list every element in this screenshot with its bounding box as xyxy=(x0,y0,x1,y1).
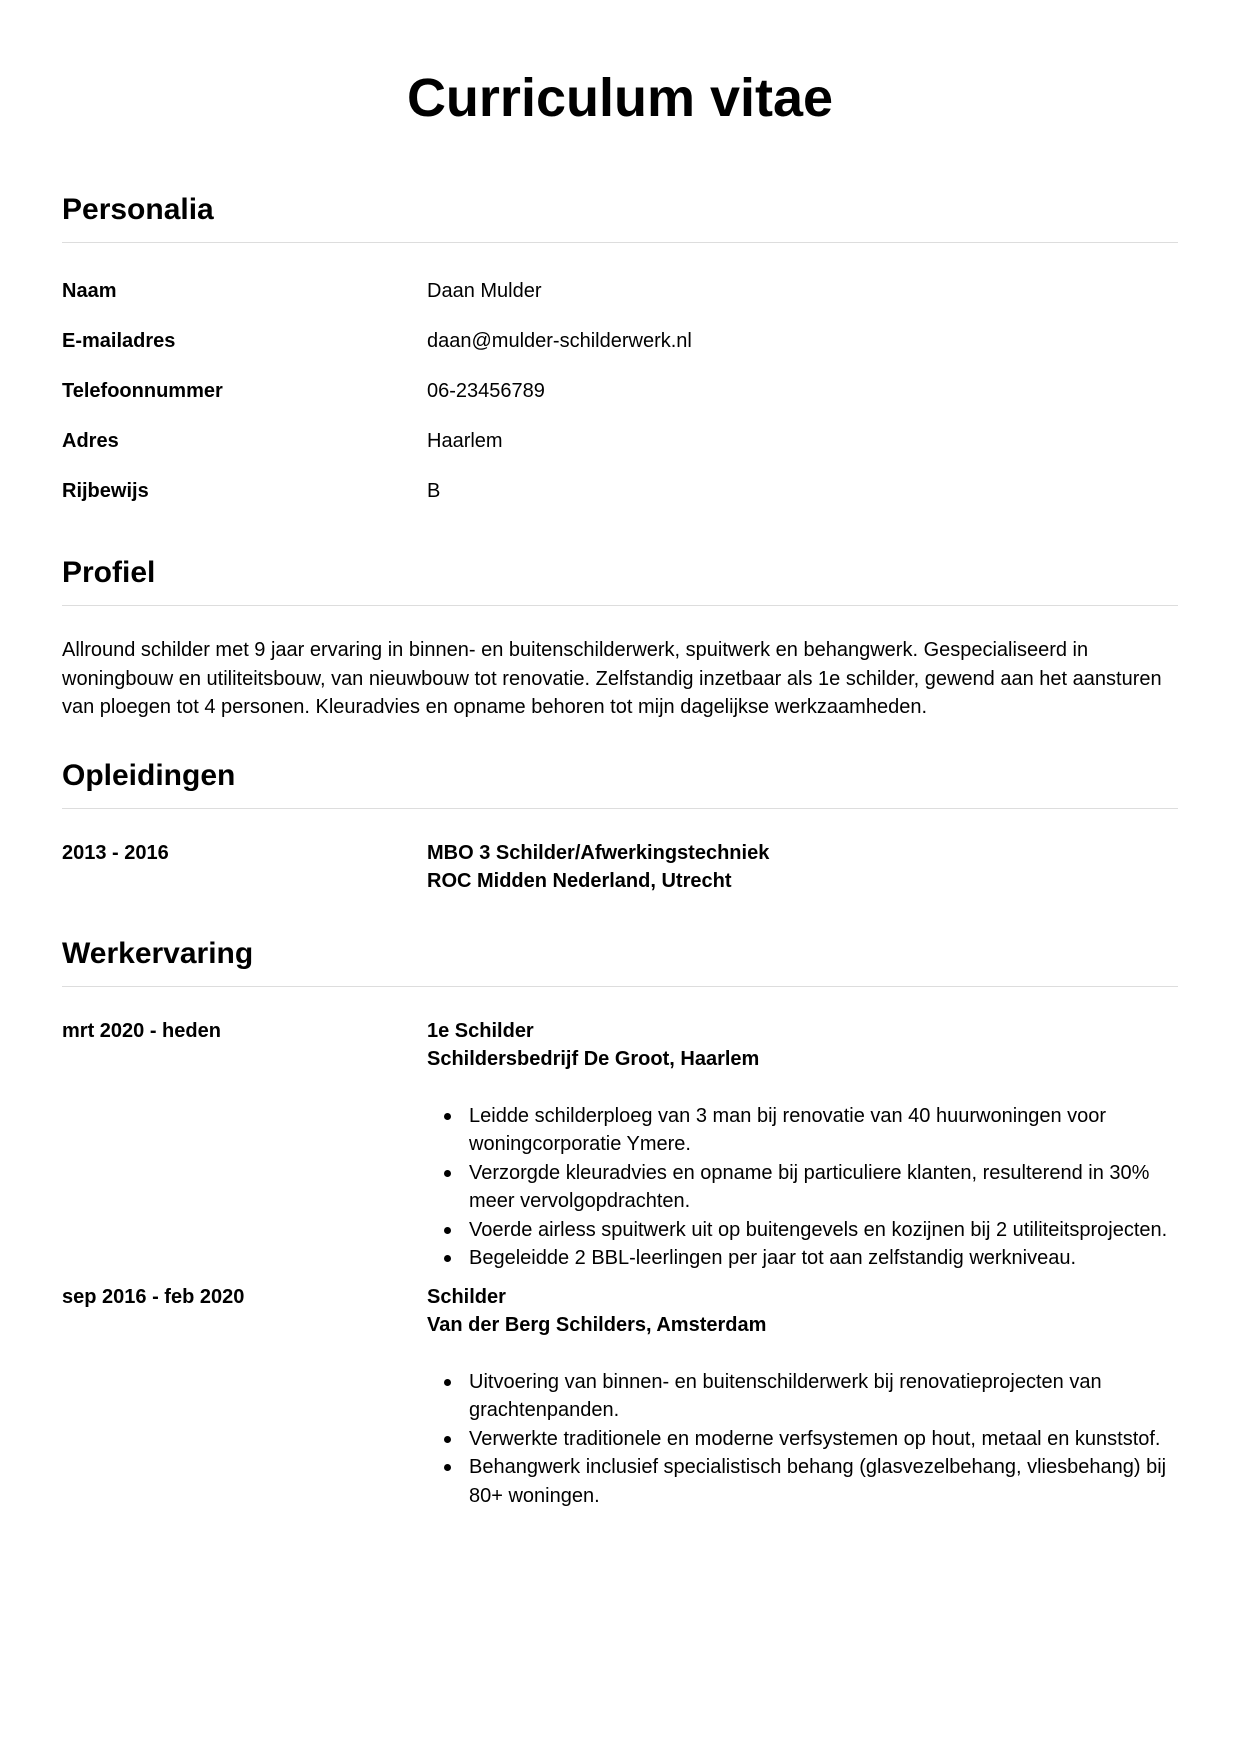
work-bullet xyxy=(427,1453,1178,1510)
personalia-label: Rijbewijs xyxy=(62,480,149,502)
work-entry xyxy=(62,1017,1178,1273)
personalia-table xyxy=(62,267,1178,517)
personalia-label: E-mailadres xyxy=(62,330,176,352)
work-bullet-text: Verzorgde kleuradvies en opname bij particuliere klanten, resulterend in 30% meer vervolgopdrachten. xyxy=(469,1161,1150,1212)
work-bullet xyxy=(427,1244,1178,1273)
education-details xyxy=(427,839,1178,896)
work-details xyxy=(427,1283,1178,1511)
bullet-dot-icon xyxy=(444,1379,451,1386)
bullet-dot-icon xyxy=(444,1255,451,1262)
bullet-dot-icon xyxy=(444,1170,451,1177)
personalia-row-telefoon xyxy=(62,367,1178,417)
work-company: Schildersbedrijf De Groot, Haarlem xyxy=(427,1048,760,1070)
personalia-value: daan@mulder-schilderwerk.nl xyxy=(427,330,692,352)
work-bullet xyxy=(427,1159,1178,1216)
werkervaring-section xyxy=(62,936,1178,1511)
bullet-dot-icon xyxy=(444,1113,451,1120)
bullet-dot-icon xyxy=(444,1436,451,1443)
work-period: sep 2016 - feb 2020 xyxy=(62,1285,245,1308)
work-bullet-list xyxy=(427,1102,1178,1273)
education-entry xyxy=(62,839,1178,896)
work-bullet-list xyxy=(427,1368,1178,1511)
work-bullet-text: Leidde schilderploeg van 3 man bij renovatie van 40 huurwoningen voor woningcorporatie Ymere. xyxy=(469,1104,1107,1155)
work-entry xyxy=(62,1283,1178,1511)
work-bullet-text: Uitvoering van binnen- en buitenschilderwerk bij renovatieprojecten van grachtenpanden. xyxy=(469,1370,1102,1421)
personalia-label: Naam xyxy=(62,280,117,302)
bullet-dot-icon xyxy=(444,1464,451,1471)
work-bullet xyxy=(427,1425,1178,1454)
work-bullet xyxy=(427,1368,1178,1425)
personalia-label: Telefoonnummer xyxy=(62,380,223,402)
work-bullet-text: Voerde airless spuitwerk uit op buitengevels en kozijnen bij 2 utiliteitsprojecten. xyxy=(469,1218,1168,1241)
education-school: ROC Midden Nederland, Utrecht xyxy=(427,870,732,892)
education-title: MBO 3 Schilder/Afwerkingstechniek xyxy=(427,841,770,864)
personalia-row-adres xyxy=(62,417,1178,467)
werkervaring-heading: Werkervaring xyxy=(62,936,1178,987)
work-title: 1e Schilder xyxy=(427,1019,534,1042)
work-title: Schilder xyxy=(427,1285,506,1308)
education-period: 2013 - 2016 xyxy=(62,841,169,864)
personalia-value: 06-23456789 xyxy=(427,380,545,402)
personalia-value: B xyxy=(427,480,441,502)
work-bullet-text: Behangwerk inclusief specialistisch behang (glasvezelbehang, vliesbehang) bij 80+ woningen. xyxy=(469,1456,1167,1507)
personalia-row-email xyxy=(62,317,1178,367)
personalia-label: Adres xyxy=(62,430,119,452)
personalia-row-naam xyxy=(62,267,1178,317)
personalia-row-rijbewijs xyxy=(62,467,1178,517)
document-title: Curriculum vitae xyxy=(406,68,834,128)
profiel-heading: Profiel xyxy=(62,555,1178,606)
work-bullet-text: Verwerkte traditionele en moderne verfsystemen op hout, metaal en kunststof. xyxy=(469,1427,1161,1450)
personalia-section xyxy=(62,192,1178,517)
work-period: mrt 2020 - heden xyxy=(62,1019,221,1042)
work-bullet xyxy=(427,1216,1178,1245)
opleidingen-heading: Opleidingen xyxy=(62,758,1178,809)
personalia-heading: Personalia xyxy=(62,192,1178,243)
personalia-value: Haarlem xyxy=(427,430,503,452)
work-bullet-text: Begeleidde 2 BBL-leerlingen per jaar tot aan zelfstandig werkniveau. xyxy=(469,1247,1077,1269)
personalia-value: Daan Mulder xyxy=(427,280,542,302)
bullet-dot-icon xyxy=(444,1227,451,1234)
opleidingen-section xyxy=(62,758,1178,896)
cv-page xyxy=(62,0,1178,1510)
profiel-text: Allround schilder met 9 jaar ervaring in binnen- en buitenschilderwerk, spuitwerk en behangwerk. Gespecialiseerd in woningbouw en utiliteitsbouw, van nieuwbouw tot renovatie. Zelfstandig inzetbaar als 1e schilder, gewend aan het aansturen van ploegen tot 4 personen. Kleuradvies en opname behoren tot mijn dagelijkse werkzaamheden. xyxy=(62,639,1162,718)
profiel-section xyxy=(62,555,1178,722)
work-company: Van der Berg Schilders, Amsterdam xyxy=(427,1314,767,1336)
work-bullet xyxy=(427,1102,1178,1159)
work-details xyxy=(427,1017,1178,1273)
